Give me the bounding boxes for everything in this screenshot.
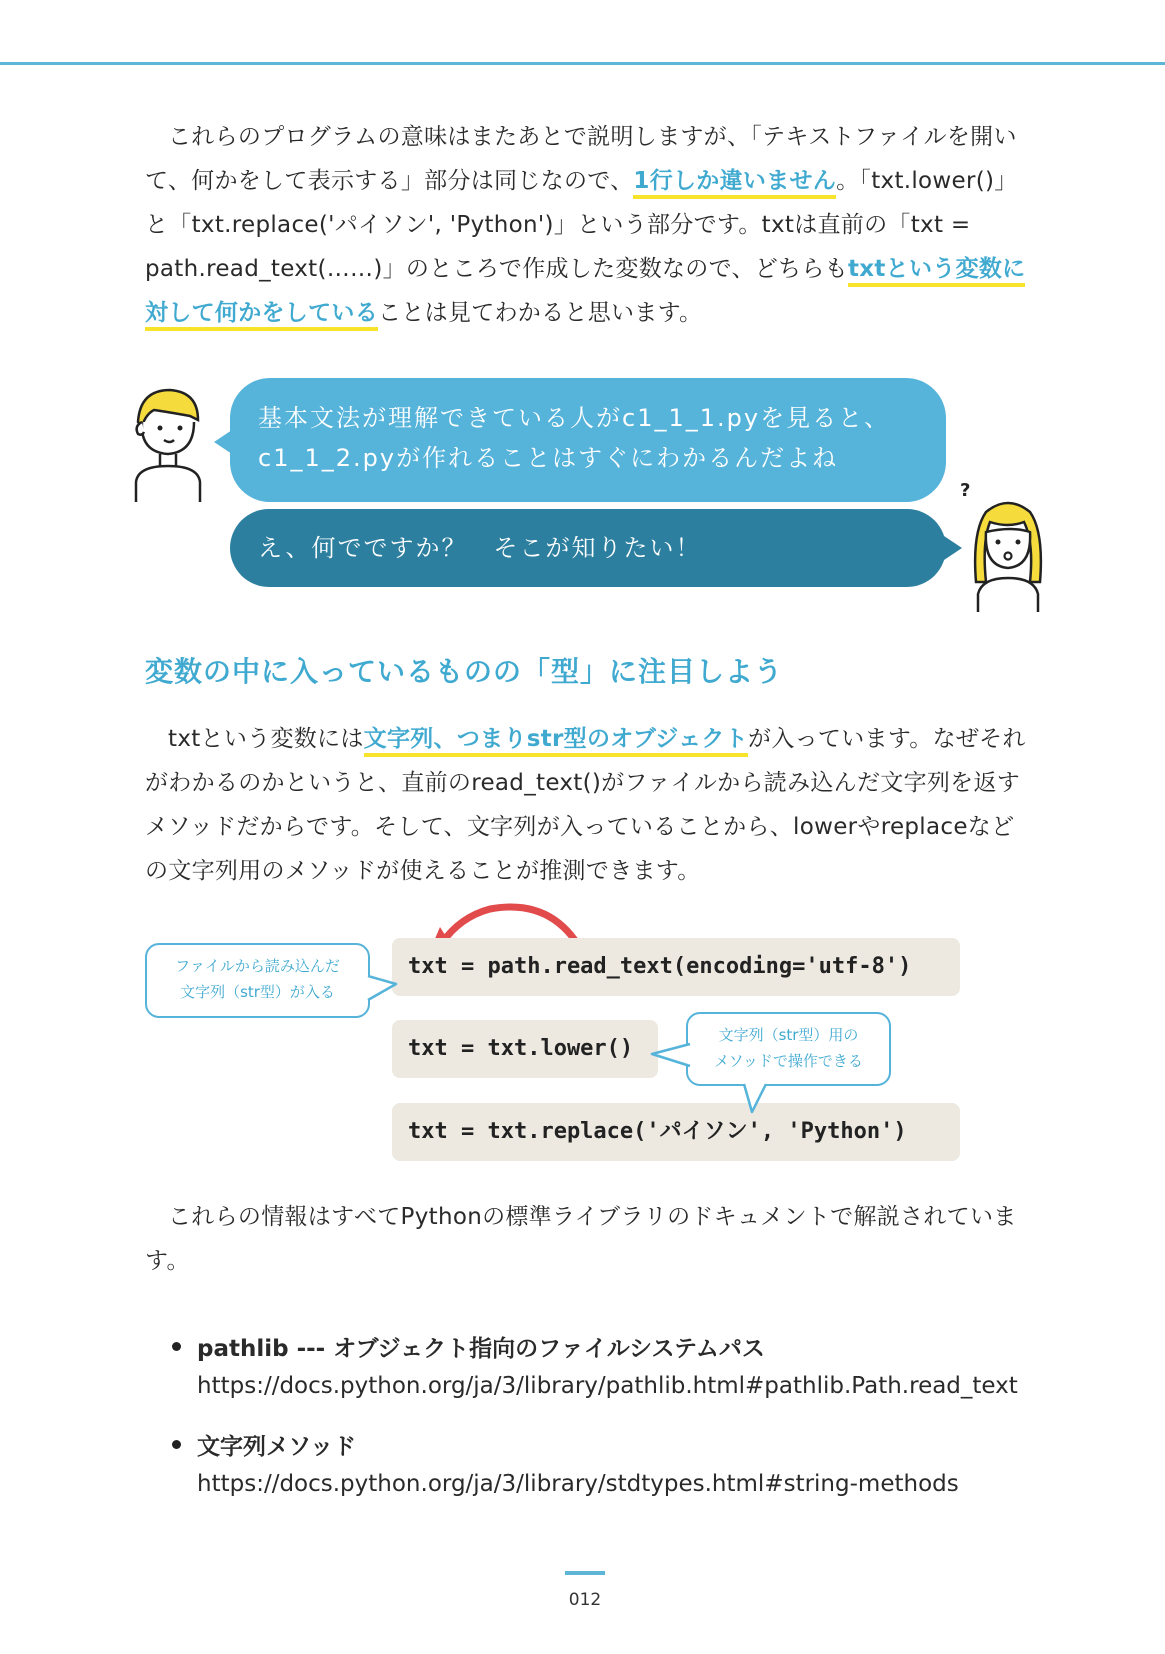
bubble-tail-left <box>214 430 232 454</box>
student-line: え、何でですか？ そこが知りたい！ <box>258 534 702 562</box>
code-line-lower: txt = txt.lower() <box>392 1020 658 1078</box>
top-rule <box>0 62 1165 65</box>
callout-1-pointer <box>366 970 406 1010</box>
reference-title-pathlib: pathlib --- オブジェクト指向のファイルシステムパス <box>197 1336 765 1362</box>
callout-string-methods <box>686 1012 891 1086</box>
girl-avatar <box>968 492 1048 612</box>
question-mark: ? <box>960 480 971 501</box>
type-text-a: txtという変数には <box>168 726 364 752</box>
reference-title-string-methods: 文字列メソッド <box>197 1434 357 1460</box>
section-heading: 変数の中に入っているものの「型」に注目しよう <box>145 655 784 688</box>
callout-file-string <box>145 943 370 1018</box>
type-paragraph <box>145 717 1035 893</box>
bullet-dot <box>172 1440 181 1449</box>
bubble-tail-right <box>944 536 962 560</box>
code-line-replace: txt = txt.replace('パイソン', 'Python') <box>392 1103 960 1161</box>
speech-bubble-student <box>230 509 946 587</box>
reference-url-string-methods[interactable]: https://docs.python.org/ja/3/library/stdtypes.html#string-methods <box>197 1471 959 1497</box>
type-text-b: が入っています。なぜそれがわかるのかというと、直前のread_text()がファイルから読み込んだ文字列を返すメソッドだからです。そして、文字列が入っていることから、lowerやreplaceなどの文字列用のメソッドが使えることが推測できます。 <box>145 726 1026 884</box>
highlight-one-line: 1行しか違いません <box>633 168 836 199</box>
footer-rule <box>565 1571 605 1575</box>
intro-text-a: これらのプログラムの意味はまたあとで説明しますが、「テキストファイルを開いて、何かをして表示する」部分は同じなので、 <box>145 124 1017 194</box>
callout-2-line-1: 文字列（str型）用の <box>718 1026 859 1044</box>
teacher-line-2: c1_1_2.pyが作れることはすぐにわかるんだよね <box>258 444 839 472</box>
speech-bubble-teacher <box>230 378 946 502</box>
teacher-line-1: 基本文法が理解できている人がc1_1_1.pyを見ると、 <box>258 404 891 432</box>
intro-text-b: 。「txt.lower()」と「txt.replace('パイソン', 'Python')」という部分です。txtは直前の「txt = path.read_text(……)」のところで作成した変数なので、どちらも <box>145 168 1018 282</box>
intro-text-c: ことは見てわかると思います。 <box>378 300 703 326</box>
highlight-txt-variable: txtという変数に対して何かをしている <box>145 256 1025 331</box>
reference-url-pathlib[interactable]: https://docs.python.org/ja/3/library/pathlib.html#pathlib.Path.read_text <box>197 1373 1018 1399</box>
callout-2-pointer <box>648 1036 692 1076</box>
docs-paragraph <box>145 1195 1035 1283</box>
callout-2-pointer-down <box>738 1082 778 1116</box>
bullet-dot <box>172 1342 181 1351</box>
callout-1-line-1: ファイルから読み込んだ <box>175 957 340 975</box>
highlight-str-object: 文字列、つまりstr型のオブジェクト <box>364 726 748 757</box>
boy-avatar <box>128 382 208 502</box>
intro-paragraph <box>145 115 1035 335</box>
callout-2-line-2: メソッドで操作できる <box>714 1052 863 1070</box>
docs-text: これらの情報はすべてPythonの標準ライブラリのドキュメントで解説されています。 <box>145 1204 1017 1274</box>
code-line-read-text: txt = path.read_text(encoding='utf-8') <box>392 938 960 996</box>
page-number: 012 <box>568 1590 602 1610</box>
callout-1-line-2: 文字列（str型）が入る <box>180 983 335 1001</box>
